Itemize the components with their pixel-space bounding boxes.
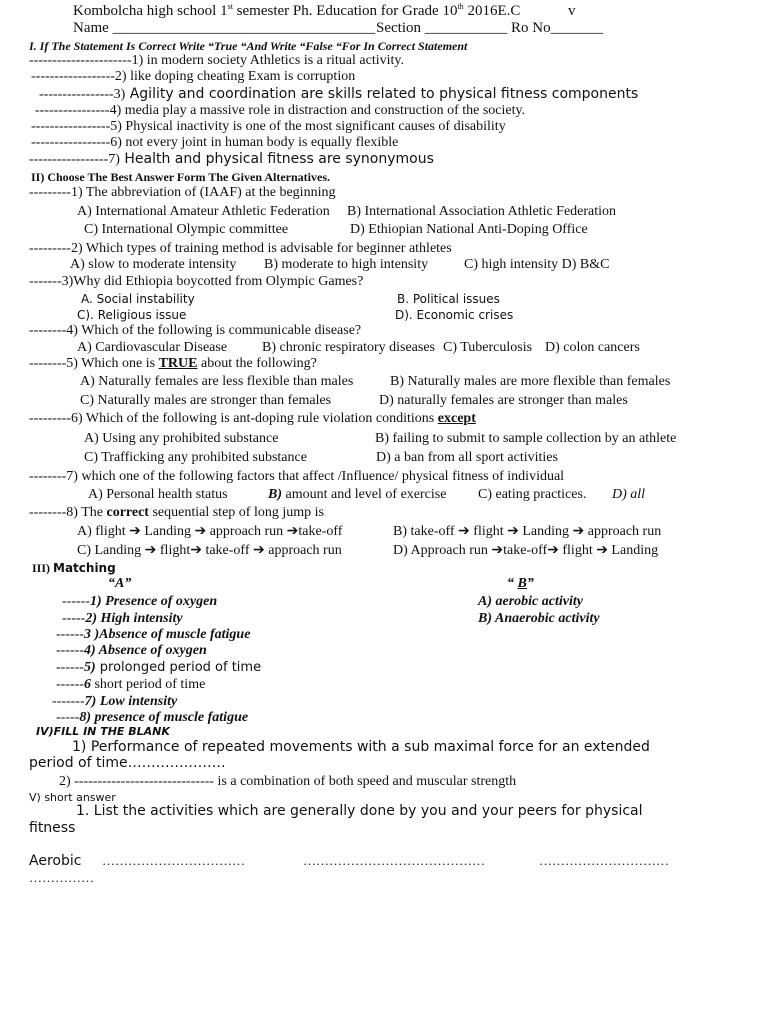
mcq4-option-d: D) colon cancers xyxy=(545,340,640,355)
mcq5-option-a: A) Naturally females are less flexible than males xyxy=(80,374,354,389)
fill-q1-line2: period of time………………… xyxy=(29,755,226,771)
mcq3-option-d: D). Economic crises xyxy=(395,308,514,322)
matching-column-a-title: “A” xyxy=(108,576,132,591)
tf-item-2: ------------------2) like doping cheating Exam is corruption xyxy=(31,69,356,84)
mcq7-option-b: B) amount and level of exercise xyxy=(268,487,447,502)
mcq3-option-b: B. Political issues xyxy=(397,292,500,306)
tf-item-1: ----------------------1) in modern society Athletics is a ritual activity. xyxy=(29,53,404,68)
mcq2-option-b: B) moderate to high intensity xyxy=(264,257,429,272)
matching-item-2: -----2) High intensity xyxy=(62,611,183,626)
mcq2-stem: ---------2) Which types of training method is advisable for beginner athletes xyxy=(29,241,452,256)
part4-heading: IV)FILL IN THE BLANK xyxy=(36,725,170,738)
aerobic-blank-2[interactable]: …………………………………… xyxy=(303,853,485,868)
mcq3-option-a: A. Social instability xyxy=(81,292,195,306)
tf-item-6: -----------------6) not every joint in human body is equally flexible xyxy=(31,135,399,150)
header-v-mark: v xyxy=(568,3,576,19)
mcq8-option-a: A) flight ➔ Landing ➔ approach run ➔take-off xyxy=(77,524,343,539)
tf-item-5: -----------------5) Physical inactivity is one of the most significant causes of disability xyxy=(31,119,506,134)
mcq8-option-b: B) take-off ➔ flight ➔ Landing ➔ approach run xyxy=(393,524,662,539)
mcq6-option-b: B) failing to submit to sample collection by an athlete xyxy=(375,431,677,446)
mcq3-stem: -------3)Why did Ethiopia boycotted from Olympic Games? xyxy=(29,274,364,289)
mcq5-option-d: D) naturally females are stronger than males xyxy=(379,393,628,408)
section-roll-field[interactable]: Section ___________ Ro No_______ xyxy=(376,20,604,36)
part3-heading: III) Matching xyxy=(32,561,116,575)
mcq1-stem: ---------1) The abbreviation of (IAAF) at the beginning xyxy=(29,185,336,200)
mcq5-stem: --------5) Which one is TRUE about the following? xyxy=(29,356,317,371)
mcq6-option-c: C) Trafficking any prohibited substance xyxy=(84,450,307,465)
mcq7-option-a: A) Personal health status xyxy=(88,487,228,502)
mcq5-option-c: C) Naturally males are stronger than females xyxy=(80,393,332,408)
mcq2-option-cd: C) high intensity D) B&C xyxy=(464,257,610,272)
matching-item-7: -------7) Low intensity xyxy=(52,694,178,709)
name-field[interactable]: Name ___________________________________ xyxy=(73,20,376,36)
mcq2-option-a: A) slow to moderate intensity xyxy=(70,257,237,272)
mcq1-option-b: B) International Association Athletic Federation xyxy=(347,204,617,219)
aerobic-blank-3[interactable]: ………………………… xyxy=(539,853,669,868)
matching-b-option-a: A) aerobic activity xyxy=(478,594,583,609)
mcq1-option-d: D) Ethiopian National Anti-Doping Office xyxy=(350,222,588,237)
part2-heading: II) Choose The Best Answer Form The Given Alternatives. xyxy=(31,170,330,184)
mcq8-option-c: C) Landing ➔ flight➔ take-off ➔ approach run xyxy=(77,543,342,558)
tf-item-3: ----------------3) Agility and coordination are skills related to physical fitness components xyxy=(39,86,639,102)
mcq7-option-d: D) all xyxy=(612,487,646,502)
mcq3-option-c: C). Religious issue xyxy=(77,308,187,322)
mcq8-stem: --------8) The correct sequential step of long jump is xyxy=(29,505,324,520)
part5-heading: V) short answer xyxy=(29,791,116,804)
header-school-line: Kombolcha high school 1st semester Ph. Education for Grade 10th 2016E.C xyxy=(73,2,521,19)
mcq4-stem: --------4) Which of the following is communicable disease? xyxy=(29,323,362,338)
matching-b-option-b: B) Anaerobic activity xyxy=(478,611,600,626)
matching-item-6: ------6 short period of time xyxy=(56,677,206,692)
matching-item-8: -----8) presence of muscle fatigue xyxy=(56,710,249,725)
aerobic-blank-4[interactable]: …………… xyxy=(29,870,94,885)
matching-item-5: ------5) prolonged period of time xyxy=(56,660,262,675)
mcq8-option-d: D) Approach run ➔take-off➔ flight ➔ Landing xyxy=(393,543,659,558)
mcq6-option-a: A) Using any prohibited substance xyxy=(84,431,279,446)
tf-item-7: -----------------7) Health and physical fitness are synonymous xyxy=(29,151,434,167)
part1-heading: I. If The Statement Is Correct Write “True “And Write “False “For In Correct Statement xyxy=(29,39,468,53)
aerobic-blank-1[interactable]: …………………………… xyxy=(102,853,245,868)
mcq1-option-c: C) International Olympic committee xyxy=(84,222,289,237)
tf-item-4: ----------------4) media play a massive role in distraction and construction of the society. xyxy=(35,103,526,118)
mcq6-stem: ---------6) Which of the following is ant-doping rule violation conditions except xyxy=(29,411,476,426)
mcq4-option-a: A) Cardiovascular Disease xyxy=(77,340,228,355)
mcq5-option-b: B) Naturally males are more flexible than females xyxy=(390,374,671,389)
matching-item-1: ------1) Presence of oxygen xyxy=(62,594,218,609)
mcq6-option-d: D) a ban from all sport activities xyxy=(376,450,558,465)
matching-item-3: ------3 )Absence of muscle fatigue xyxy=(56,627,251,642)
short-q1-line2: fitness xyxy=(29,820,76,836)
matching-item-4: ------4) Absence of oxygen xyxy=(56,643,207,658)
mcq7-option-c: C) eating practices. xyxy=(478,487,587,502)
mcq4-option-c: C) Tuberculosis xyxy=(443,340,533,355)
aerobic-label: Aerobic xyxy=(29,853,82,869)
fill-q2: 2) ------------------------------ is a combination of both speed and muscular strength xyxy=(59,774,517,789)
mcq7-stem: --------7) which one of the following factors that affect /Influence/ physical fitness of individual xyxy=(29,469,565,484)
fill-q1-line1: 1) Performance of repeated movements with a sub maximal force for an extended xyxy=(72,739,650,755)
mcq1-option-a: A) International Amateur Athletic Federation xyxy=(77,204,330,219)
short-q1-line1: 1. List the activities which are generally done by you and your peers for physical xyxy=(76,803,643,819)
mcq4-option-b: B) chronic respiratory diseases xyxy=(262,340,435,355)
matching-column-b-title: “ B” xyxy=(507,576,534,591)
